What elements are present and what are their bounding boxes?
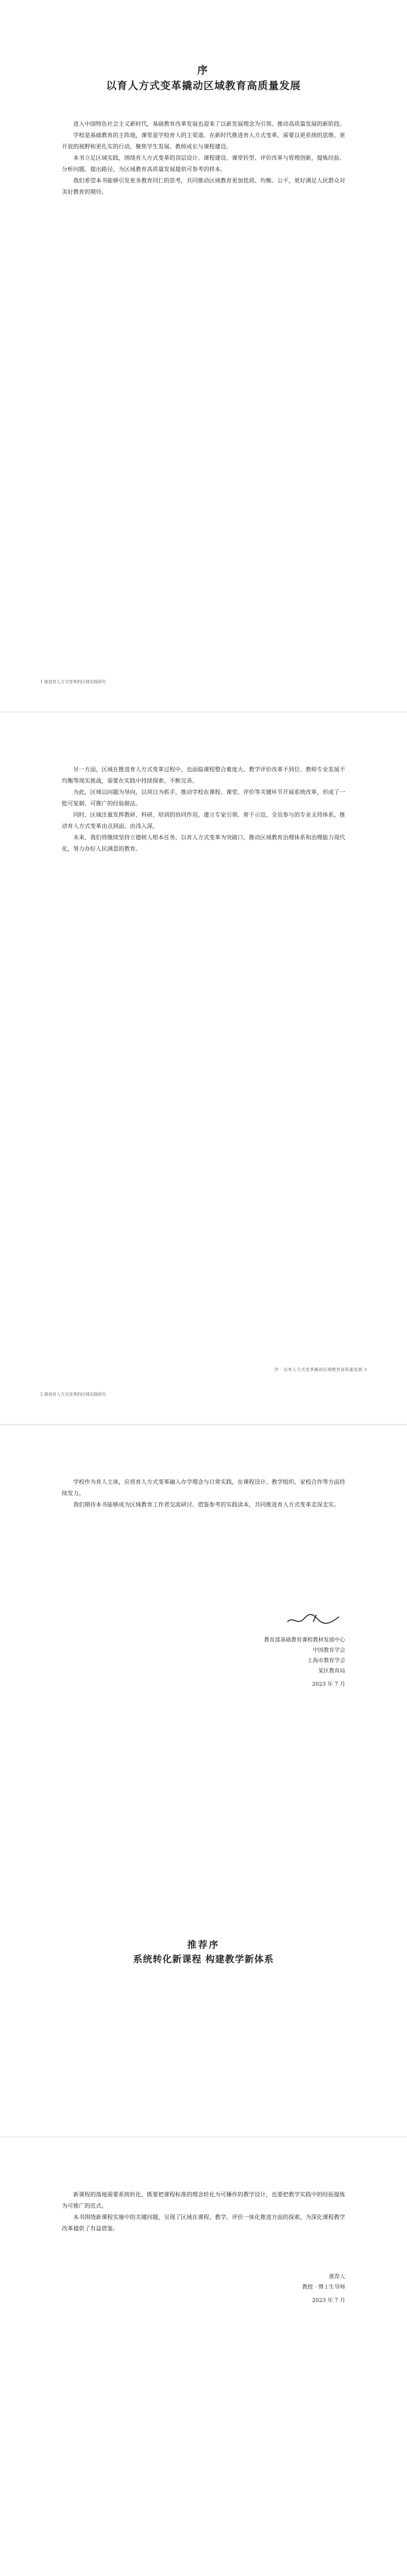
- paragraph: 我们期待本书能够成为区域教育工作者交流研讨、借鉴参考的实践读本，共同推进育人方式变革走深走实。: [73, 1501, 340, 1508]
- sign-line: 中国教育学会: [313, 1647, 345, 1653]
- recommendation-kicker: 推荐序: [187, 1940, 220, 1951]
- paragraph: 学校作为育人主体，应将育人方式变革融入办学理念与日常实践，在课程设计、教学组织、家校合作等方面持续发力。: [62, 1479, 345, 1497]
- sign-line: 教育部基础教育课程教材发展中心: [264, 1637, 345, 1643]
- paragraph: 为此，区域以问题为导向，以项目为抓手，推动学校在课程、课堂、评价等关键环节开展系统改革，形成了一批可复制、可推广的经验做法。: [62, 789, 345, 807]
- paragraph: 新课程的落地需要系统转化，既要把课程标准的理念转化为可操作的教学设计，也要把教学实践中的经验提炼为可推广的范式。: [62, 2191, 345, 2209]
- page-body: [62, 2189, 345, 2234]
- signature-image: [283, 1611, 345, 1628]
- signature-block: [302, 2272, 345, 2306]
- recommendation-title: 系统转化新课程 构建教学新体系: [133, 1954, 274, 1965]
- paragraph: 进入中国特色社会主义新时代，基础教育改革发展也迎来了以新发展理念为引领、推动高质量发展的新阶段。: [73, 121, 345, 127]
- paragraph: 学校是基础教育的主阵地，课堂是学校育人的主渠道。在新时代推进育人方式变革，需要以更系统的思维、更开放的视野和更扎实的行动，聚焦学生发展、教师成长与课程建设。: [62, 132, 345, 150]
- date: 2023 年 7 月: [312, 2297, 345, 2303]
- sign-line: 上海市教育学会: [307, 1657, 345, 1664]
- paragraph: 本书立足区域实践，围绕育人方式变革的顶层设计、课程建设、课堂转型、评价改革与管理创新，提炼经验、分析问题、提出路径，为区域教育高质量发展提供可参考的样本。: [62, 155, 345, 173]
- page-footer: 2 推进育人方式变革的区域实践研究: [40, 1392, 106, 1397]
- page-3: [0, 1425, 407, 2137]
- signature-block: [264, 1611, 346, 1689]
- preface-title: 以育人方式变革撬动区域教育高质量发展: [106, 79, 301, 92]
- page-body: [62, 764, 345, 855]
- date: 2023 年 7 月: [312, 1681, 345, 1687]
- paragraph: 未来，我们将继续坚持立德树人根本任务，以育人方式变革为突破口，推动区域教育治理体系和治理能力现代化，努力办好人民满意的教育。: [62, 834, 345, 852]
- page-2: [0, 713, 407, 1424]
- page-4: [0, 2138, 407, 2576]
- page-body: [62, 1477, 345, 1511]
- running-header: 序 · 以育人方式变革撬动区域教育高质量发展 3: [274, 1367, 367, 1372]
- paragraph: 同时，区域注重发挥教研、科研、培训的协同作用，建立专家引领、骨干示范、全员参与的专业支持体系，推动育人方式变革由点到面、由浅入深。: [62, 811, 345, 829]
- paragraph: 我们希望本书能够引发更多教育同仁的思考，共同推动区域教育更加优质、均衡、公平，更好满足人民群众对美好教育的期待。: [62, 177, 345, 195]
- sign-line: 推荐人: [329, 2274, 345, 2280]
- page-1: [0, 0, 407, 711]
- sign-line: 教授 · 博士生导师: [302, 2284, 345, 2290]
- sign-line: 某区教育局: [318, 1668, 345, 1674]
- paragraph: 本书围绕新课程实施中的关键问题，呈现了区域在课程、教学、评价一体化推进方面的探索，为深化课程教学改革提供了有益借鉴。: [62, 2214, 345, 2232]
- paragraph: 另一方面，区域在推进育人方式变革过程中，也面临课程整合难度大、教学评价改革不到位、教师专业发展不均衡等现实挑战，需要在实践中持续探索、不断完善。: [62, 766, 345, 784]
- preface-kicker: 序: [197, 64, 210, 76]
- page-footer: 1 推进育人方式变革的区域实践研究: [40, 680, 106, 684]
- preface-body: [62, 118, 345, 198]
